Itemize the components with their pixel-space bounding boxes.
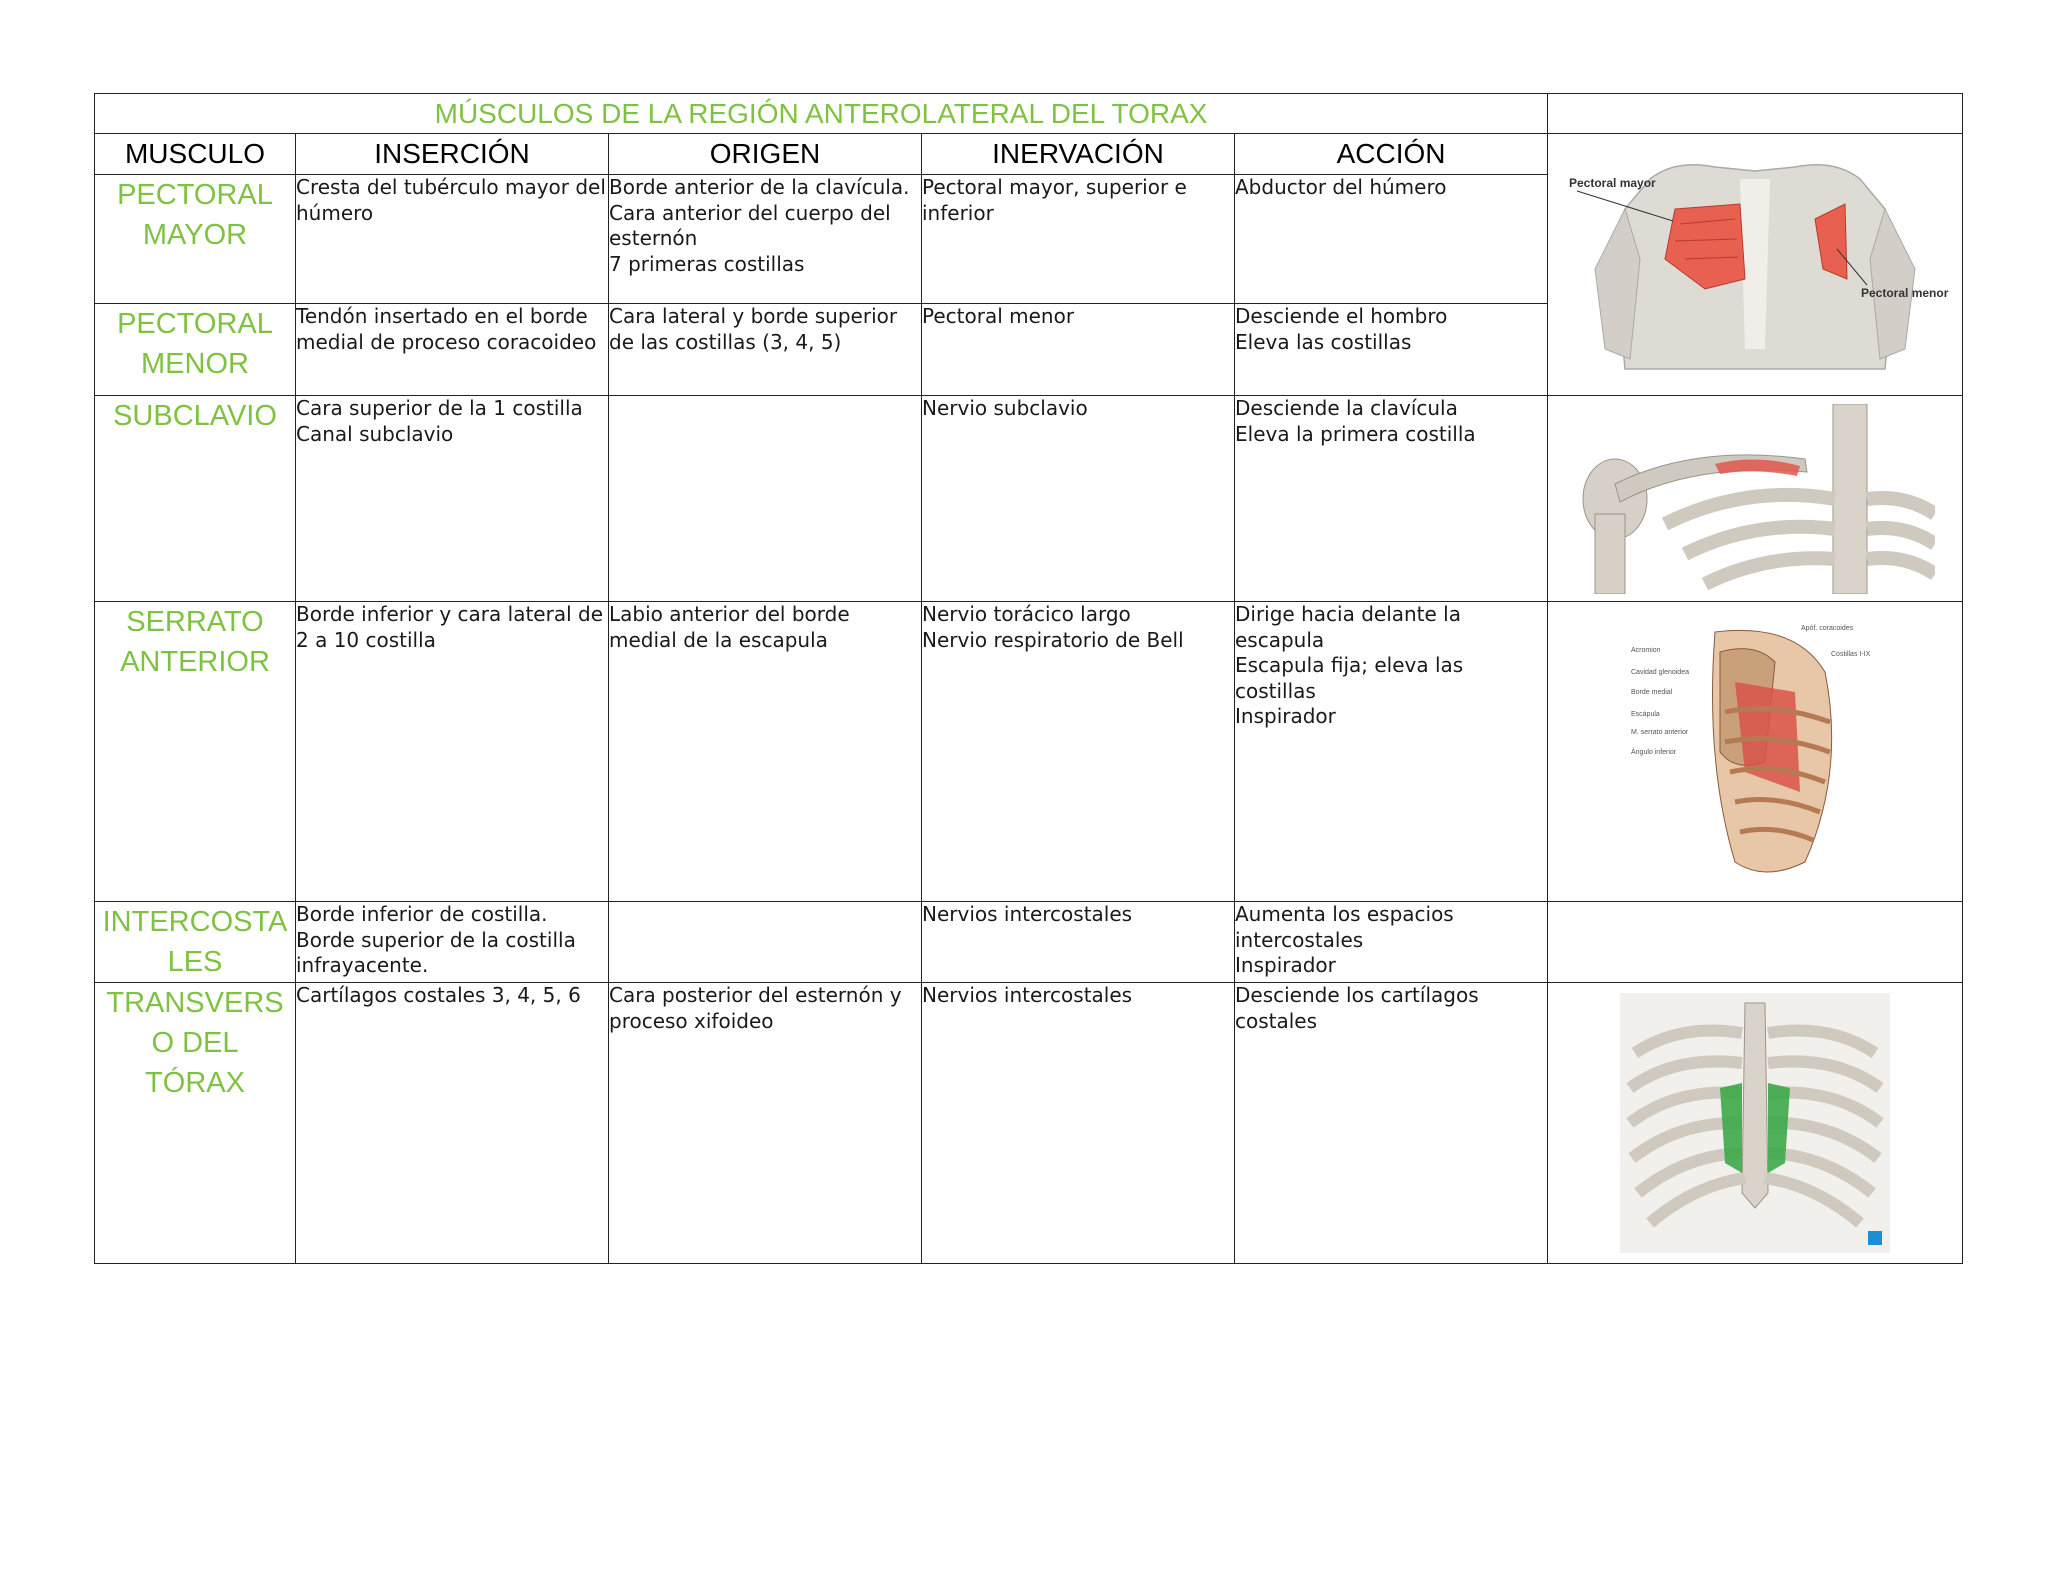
transversus-thoracis-illustration [1620, 993, 1890, 1253]
figure-cell-transverso [1548, 983, 1963, 1264]
table-row [95, 602, 1963, 902]
cell-origen: Borde anterior de la clavícula. Cara anterior del cuerpo del esternón 7 primeras costillas [609, 175, 922, 304]
cell-inervacion: Nervios intercostales [922, 902, 1235, 983]
header-inervacion: INERVACIÓN [922, 134, 1235, 175]
serratus-anterior-illustration [1625, 612, 1885, 892]
subclavius-illustration [1575, 404, 1935, 594]
cell-origen: Cara posterior del esternón y proceso xifoideo [609, 983, 922, 1264]
cell-inervacion: Nervio subclavio [922, 396, 1235, 602]
header-musculo: MUSCULO [95, 134, 296, 175]
figure-cell-pectoral [1548, 134, 1963, 396]
cell-accion: Dirige hacia delante la escapula Escapula fija; eleva las costillas Inspirador [1235, 602, 1548, 902]
cell-insercion: Borde inferior y cara lateral de 2 a 10 costilla [296, 602, 609, 902]
muscles-table [94, 93, 1963, 1264]
table-row [95, 902, 1963, 983]
figure-cell-subclavio [1548, 396, 1963, 602]
label-costillas: Costillas I-IX [1831, 650, 1871, 658]
cell-inervacion: Pectoral mayor, superior e inferior [922, 175, 1235, 304]
table-row [95, 983, 1963, 1264]
table-title: MÚSCULOS DE LA REGIÓN ANTEROLATERAL DEL TORAX [95, 94, 1548, 134]
cell-insercion: Cara superior de la 1 costilla Canal subclavio [296, 396, 609, 602]
label-acromion: Acromion [1631, 646, 1661, 654]
muscle-name: TRANSVERS O DEL TÓRAX [95, 983, 296, 1264]
cell-insercion: Cresta del tubérculo mayor del húmero [296, 175, 609, 304]
label-angulo-inferior: Ángulo inferior [1631, 748, 1677, 756]
header-accion: ACCIÓN [1235, 134, 1548, 175]
label-pectoral-menor: Pectoral menor [1861, 285, 1949, 300]
cell-accion: Abductor del húmero [1235, 175, 1548, 304]
muscle-name: PECTORAL MENOR [95, 304, 296, 396]
cell-inervacion: Nervio torácico largo Nervio respiratorio de Bell [922, 602, 1235, 902]
cell-inervacion: Pectoral menor [922, 304, 1235, 396]
muscle-name: SUBCLAVIO [95, 396, 296, 602]
muscle-name: INTERCOSTA LES [95, 902, 296, 983]
header-insercion: INSERCIÓN [296, 134, 609, 175]
corner-cell [1548, 94, 1963, 134]
label-pectoral-mayor: Pectoral mayor [1569, 175, 1656, 190]
cell-origen: Cara lateral y borde superior de las costillas (3, 4, 5) [609, 304, 922, 396]
cell-accion: Desciende los cartílagos costales [1235, 983, 1548, 1264]
cell-inervacion: Nervios intercostales [922, 983, 1235, 1264]
label-escapula: Escápula [1631, 710, 1660, 718]
empty-figure-cell [1548, 902, 1963, 983]
cell-accion: Desciende el hombro Eleva las costillas [1235, 304, 1548, 396]
cell-accion: Aumenta los espacios intercostales Inspirador [1235, 902, 1548, 983]
muscle-name: SERRATO ANTERIOR [95, 602, 296, 902]
label-serrato-anterior: M. serrato anterior [1631, 728, 1689, 736]
cell-origen [609, 396, 922, 602]
cell-insercion: Tendón insertado en el borde medial de proceso coracoideo [296, 304, 609, 396]
figure-cell-serrato [1548, 602, 1963, 902]
table-row [95, 396, 1963, 602]
cell-origen: Labio anterior del borde medial de la escapula [609, 602, 922, 902]
label-apofisis-coracoides: Apóf. coracoides [1801, 624, 1854, 632]
label-borde-medial: Borde medial [1631, 688, 1673, 696]
muscle-name: PECTORAL MAYOR [95, 175, 296, 304]
cell-insercion: Borde inferior de costilla. Borde superior de la costilla infrayacente. [296, 902, 609, 983]
cell-accion: Desciende la clavícula Eleva la primera costilla [1235, 396, 1548, 602]
label-cavidad-glenoidea: Cavidad glenoidea [1631, 668, 1690, 676]
cell-insercion: Cartílagos costales 3, 4, 5, 6 [296, 983, 609, 1264]
cell-origen [609, 902, 922, 983]
header-origen: ORIGEN [609, 134, 922, 175]
pectoral-muscles-illustration [1555, 149, 1955, 381]
